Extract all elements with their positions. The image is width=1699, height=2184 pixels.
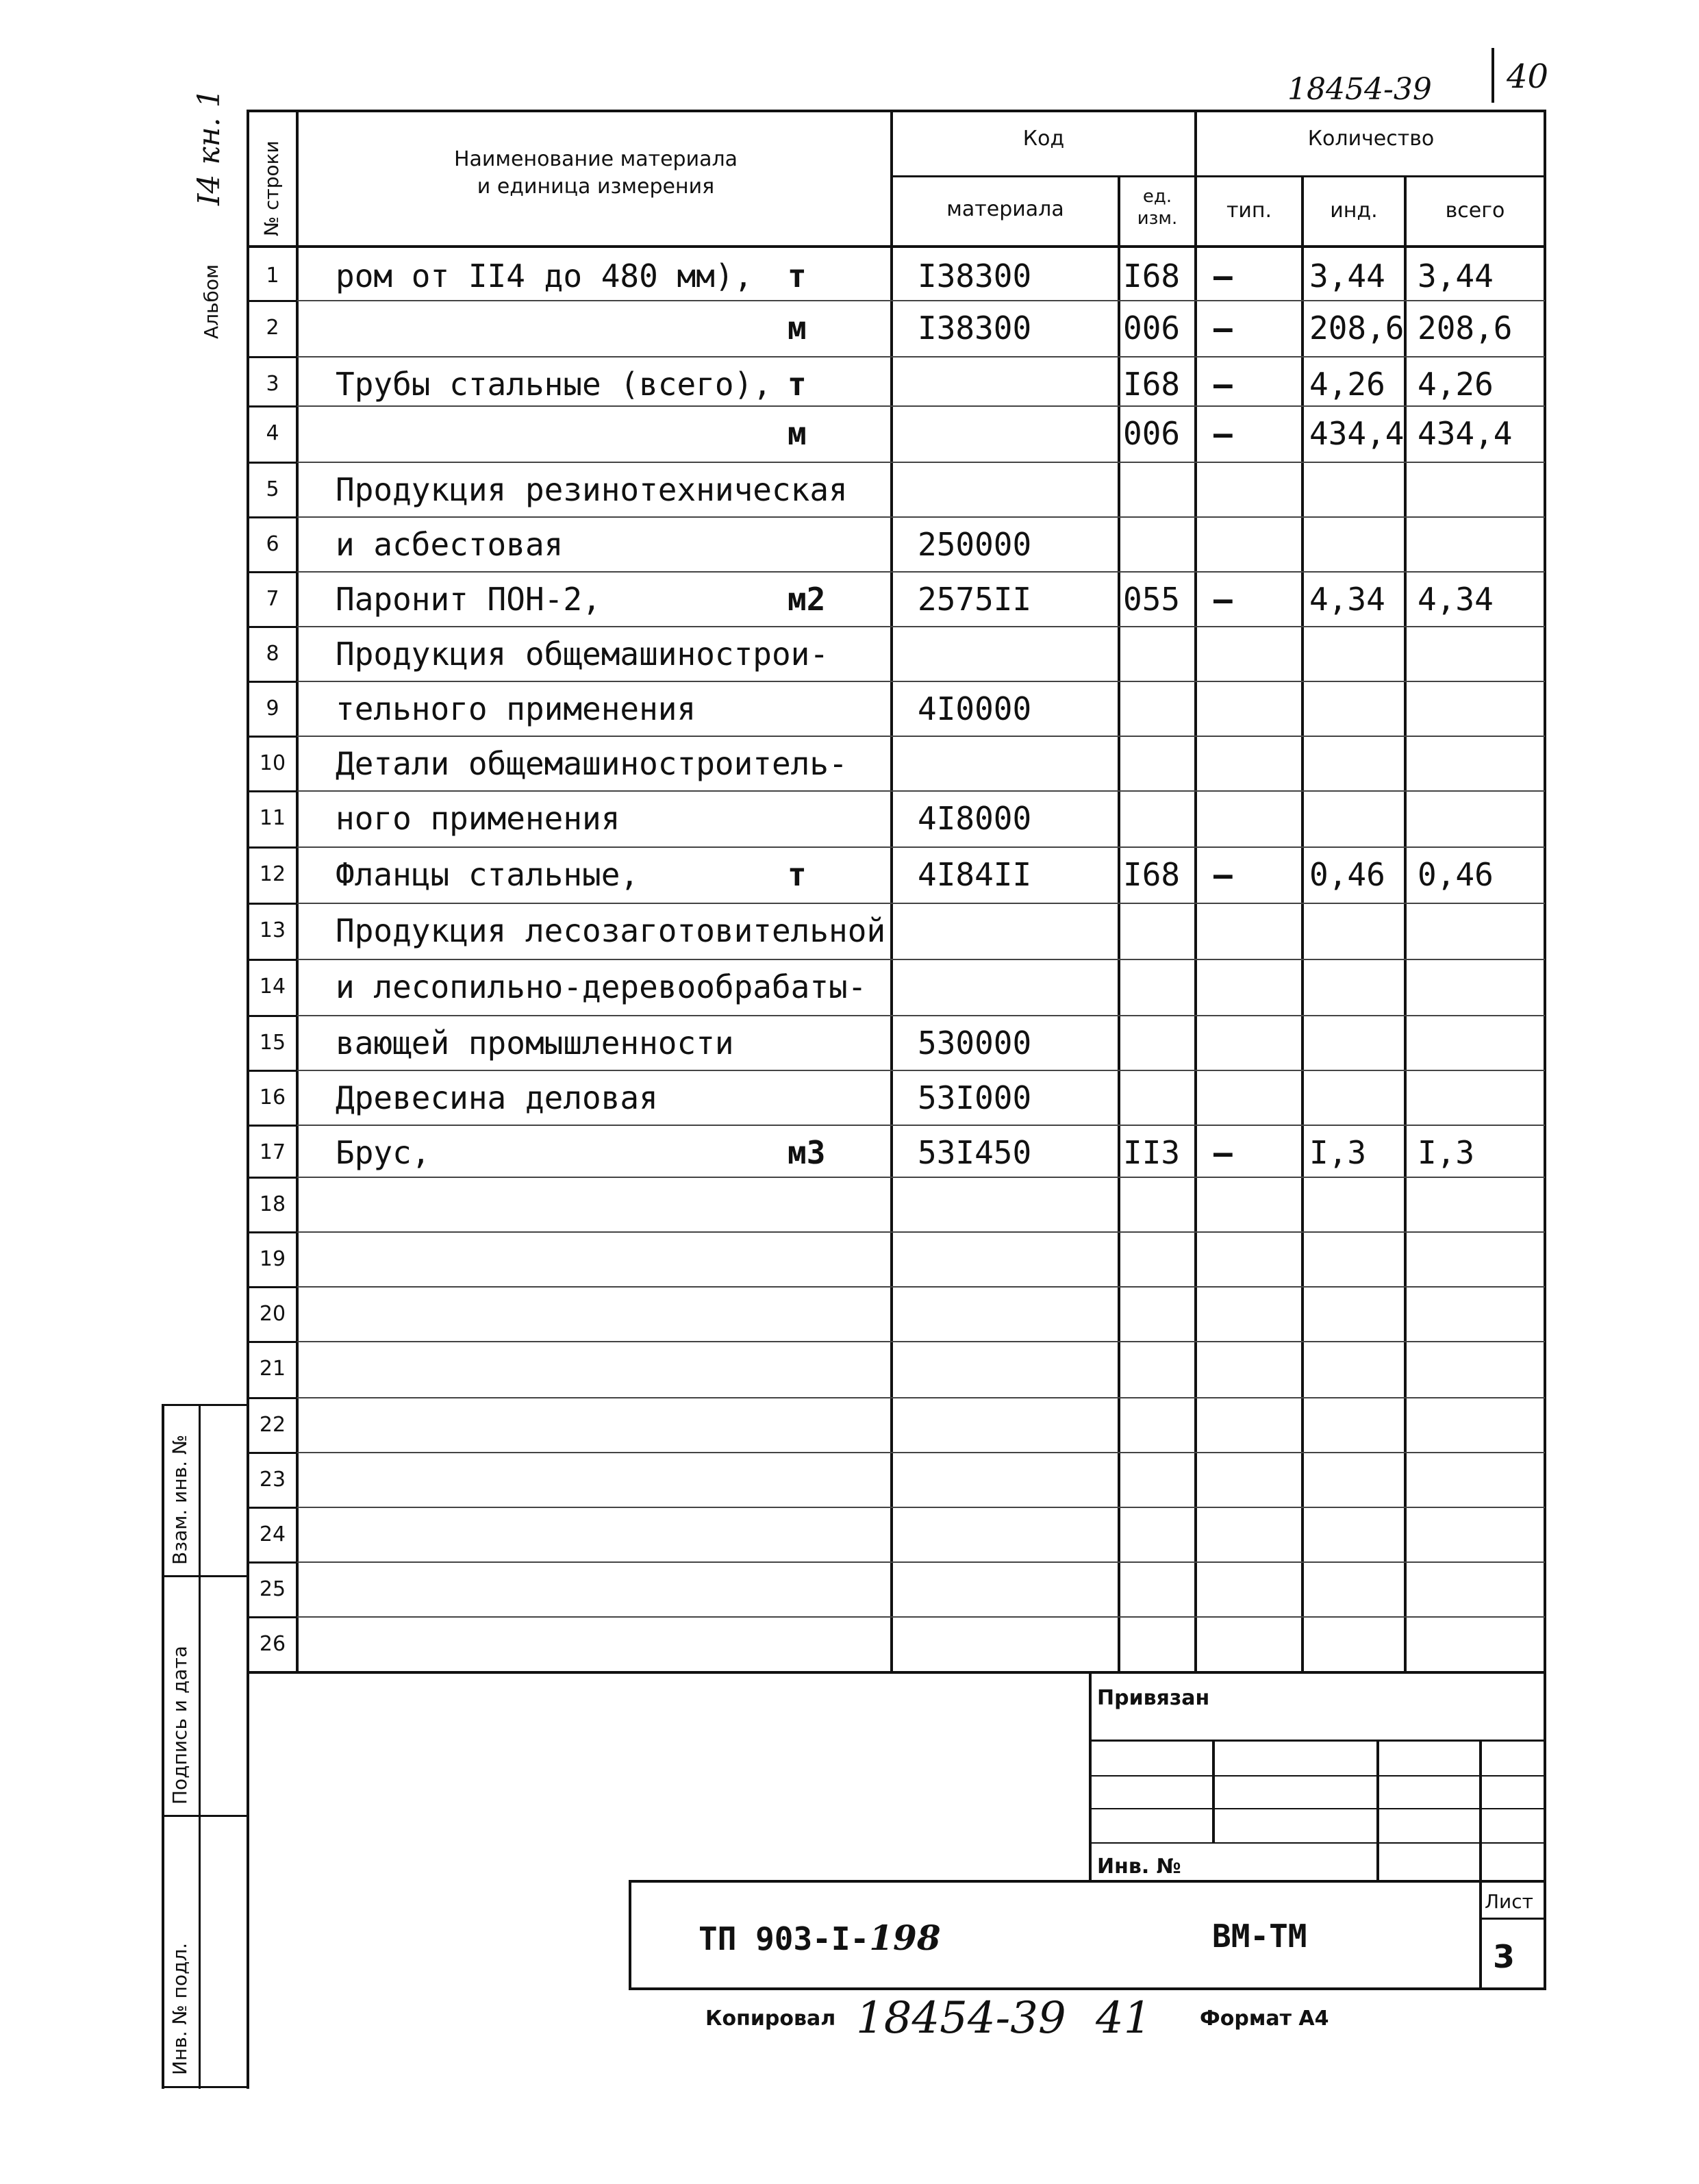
row-unit: т	[788, 366, 807, 403]
titleblock-sheet-divider	[1479, 1880, 1482, 1990]
row-number: 2	[266, 316, 279, 340]
album-value: I4 кн. 1	[192, 88, 227, 205]
row-separator	[296, 903, 1545, 904]
row-qty-total: 4,34	[1418, 581, 1494, 618]
row-number: 18	[259, 1192, 286, 1216]
row-separator-number	[249, 1015, 297, 1017]
row-number: 5	[266, 477, 279, 501]
side-stamp-inner-divider	[199, 1404, 201, 2089]
row-code: 2575II	[918, 581, 1032, 618]
titleblock-doc-code	[699, 1918, 941, 1958]
table-row	[247, 1231, 1545, 1286]
row-separator	[296, 1507, 1545, 1508]
row-name: Паронит ПОН-2,	[336, 581, 601, 618]
side-inv-podl: Инв. № подл.	[168, 1942, 191, 2075]
row-separator	[296, 1125, 1545, 1126]
row-separator-number	[249, 1070, 297, 1072]
col-name-header-line1: Наименование материала	[453, 147, 738, 171]
row-separator-number	[249, 1452, 297, 1454]
row-unit-code: I68	[1123, 366, 1181, 403]
titleblock-line-c	[1089, 1808, 1546, 1809]
row-code: 53I450	[918, 1134, 1032, 1171]
row-name: и лесопильно-деревообрабаты-	[336, 968, 867, 1005]
header-sub-line	[890, 175, 1545, 177]
table-row	[247, 1177, 1545, 1231]
table-row	[247, 1561, 1545, 1616]
row-name: и асбестовая	[336, 526, 564, 563]
row-name: Брус,	[336, 1134, 431, 1171]
footer-format-label: Формат А4	[1200, 2007, 1329, 2031]
titleblock-privyazan: Привязан	[1097, 1686, 1210, 1710]
titleblock-line-b	[1089, 1775, 1546, 1777]
table-top-border	[247, 110, 1546, 112]
row-number: 13	[259, 918, 286, 942]
col-row-no-header: № строки	[260, 140, 283, 236]
titleblock-sheet-value: 3	[1493, 1938, 1515, 1975]
side-stamp-line2	[162, 1815, 249, 1817]
row-number: 16	[259, 1085, 286, 1109]
col-code-unit-header-line1: ед.	[1142, 186, 1172, 207]
table-row	[247, 1397, 1545, 1452]
row-number: 20	[259, 1302, 286, 1326]
row-name: Продукция лесозаготовительной	[336, 912, 886, 949]
row-separator-number	[249, 462, 297, 464]
row-separator	[296, 1070, 1545, 1071]
row-separator-number	[249, 846, 297, 849]
row-number: 1	[266, 264, 279, 288]
row-qty-typ: –	[1213, 1134, 1233, 1171]
row-qty-ind: 3,44	[1309, 258, 1385, 294]
row-separator-number	[249, 300, 297, 302]
row-qty-ind: 208,6	[1309, 310, 1405, 347]
row-separator	[296, 1452, 1545, 1453]
row-unit-code: I68	[1123, 856, 1181, 893]
footer-copied-extra: 41	[1096, 1993, 1152, 2044]
titleblock-line-d	[1089, 1842, 1546, 1844]
row-separator-number	[249, 1125, 297, 1127]
row-qty-total: 3,44	[1418, 258, 1494, 294]
row-separator-number	[249, 1286, 297, 1288]
row-separator-number	[249, 1616, 297, 1618]
col-code-header: Код	[1022, 127, 1065, 151]
row-qty-total: I,3	[1418, 1134, 1475, 1171]
row-separator-number	[249, 1177, 297, 1179]
page-number-top: 40	[1507, 58, 1549, 96]
titleblock-main-bottom	[629, 1987, 1546, 1990]
table-row	[247, 1286, 1545, 1341]
row-number: 25	[259, 1577, 286, 1601]
table-row	[247, 1341, 1545, 1396]
row-number: 24	[259, 1522, 286, 1546]
row-number: 23	[259, 1468, 286, 1492]
row-separator	[296, 356, 1545, 357]
row-unit: т	[788, 258, 807, 294]
row-number: 14	[259, 975, 286, 999]
row-qty-typ: –	[1213, 310, 1233, 347]
row-separator-number	[249, 736, 297, 738]
row-unit-code: I68	[1123, 258, 1181, 294]
side-stamp-bottom	[162, 2086, 249, 2088]
side-stamp-top	[162, 1404, 249, 1406]
row-qty-total: 208,6	[1418, 310, 1513, 347]
row-name: ром от II4 до 480 мм),	[336, 258, 753, 294]
row-separator	[296, 959, 1545, 960]
row-name: ного применения	[336, 800, 620, 837]
row-qty-ind: 4,26	[1309, 366, 1385, 403]
titleblock-col-1	[1212, 1740, 1215, 1842]
side-sign-date: Подпись и дата	[168, 1646, 191, 1805]
row-separator-number	[249, 405, 297, 407]
row-separator	[296, 462, 1545, 463]
titleblock-col-3	[1479, 1740, 1482, 1880]
row-number: 6	[266, 532, 279, 556]
row-name: Продукция резинотехническая	[336, 471, 848, 508]
row-separator	[296, 1561, 1545, 1563]
col-qty-ind-header: инд.	[1330, 199, 1378, 223]
row-unit-code: 006	[1123, 415, 1181, 452]
row-number: 11	[259, 806, 286, 830]
row-separator	[296, 405, 1545, 407]
row-code: 4I0000	[918, 690, 1032, 727]
row-name: Фланцы стальные,	[336, 856, 640, 893]
row-separator-number	[249, 790, 297, 792]
col-code-unit-header-line2: изм.	[1137, 208, 1178, 229]
row-separator	[296, 1341, 1545, 1342]
row-unit: м3	[788, 1134, 826, 1171]
row-name: Детали общемашиностроитель-	[336, 745, 848, 782]
row-separator-number	[249, 1341, 297, 1343]
page-number-divider	[1492, 48, 1494, 103]
row-qty-total: 0,46	[1418, 856, 1494, 893]
row-separator	[296, 1231, 1545, 1233]
side-stamp-line1	[162, 1575, 249, 1577]
row-separator	[296, 1616, 1545, 1618]
row-number: 22	[259, 1413, 286, 1437]
row-name: вающей промышленности	[336, 1025, 734, 1062]
row-separator	[296, 1397, 1545, 1398]
row-name: Трубы стальные (всего),	[336, 366, 772, 403]
row-separator	[296, 516, 1545, 518]
row-number: 10	[259, 751, 286, 775]
titleblock-sheet-line	[1479, 1918, 1546, 1920]
footer-copied-value: 18454-39	[856, 1993, 1066, 2044]
row-qty-ind: 0,46	[1309, 856, 1385, 893]
titleblock-line-a	[1089, 1740, 1546, 1742]
row-separator	[296, 736, 1545, 737]
row-number: 4	[266, 421, 279, 445]
row-separator-number	[249, 1231, 297, 1233]
row-unit: м	[788, 310, 807, 347]
table-row	[247, 1507, 1545, 1561]
col-name-header-line2: и единица измерения	[477, 175, 715, 199]
row-number: 19	[259, 1247, 286, 1271]
row-number: 8	[266, 642, 279, 666]
row-separator-number	[249, 903, 297, 905]
row-number: 26	[259, 1632, 286, 1656]
titleblock-mark: ВМ-ТМ	[1212, 1918, 1307, 1955]
row-name: тельного применения	[336, 690, 696, 727]
row-separator-number	[249, 681, 297, 683]
row-number: 15	[259, 1031, 286, 1055]
row-separator-number	[249, 626, 297, 628]
row-name: Продукция общемашинострои-	[336, 636, 829, 673]
row-qty-typ: –	[1213, 581, 1233, 618]
row-code: 250000	[918, 526, 1032, 563]
row-code: 4I84II	[918, 856, 1032, 893]
row-separator-number	[249, 959, 297, 961]
row-number: 3	[266, 372, 279, 396]
row-qty-ind: 434,4	[1309, 415, 1405, 452]
titleblock-sheet-label: Лист	[1485, 1890, 1533, 1913]
row-qty-typ: –	[1213, 366, 1233, 403]
row-separator-number	[249, 1507, 297, 1509]
row-separator	[296, 571, 1545, 573]
row-code: 53I000	[918, 1079, 1032, 1116]
row-separator	[296, 1177, 1545, 1178]
titleblock-doc-code-printed: ТП 903-I-	[699, 1920, 870, 1957]
row-separator	[296, 790, 1545, 792]
row-separator	[296, 300, 1545, 301]
row-separator	[296, 626, 1545, 627]
row-unit: т	[788, 856, 807, 893]
titleblock-doc-code-hand: 198	[869, 1918, 941, 1958]
row-separator-number	[249, 1561, 297, 1564]
row-unit-code: 055	[1123, 581, 1181, 618]
col-qty-total-header: всего	[1445, 199, 1505, 223]
row-separator	[296, 846, 1545, 848]
row-name: Древесина деловая	[336, 1079, 658, 1116]
col-code-material-header: материала	[946, 197, 1064, 221]
titleblock-main-left	[629, 1880, 631, 1990]
row-separator	[296, 681, 1545, 682]
row-separator-number	[249, 356, 297, 358]
row-number: 17	[259, 1140, 286, 1164]
row-qty-total: 4,26	[1418, 366, 1494, 403]
titleblock-inv-no: Инв. №	[1097, 1855, 1181, 1879]
row-separator	[296, 1015, 1545, 1016]
side-vzam-inv: Взам. инв. №	[168, 1434, 191, 1565]
side-stamp-left-border	[162, 1404, 164, 2089]
row-qty-typ: –	[1213, 856, 1233, 893]
row-number: 12	[259, 862, 286, 886]
row-separator-number	[249, 1397, 297, 1399]
table-row	[247, 1452, 1545, 1507]
row-separator-number	[249, 516, 297, 518]
row-code: 4I8000	[918, 800, 1032, 837]
row-number: 7	[266, 587, 279, 611]
row-separator-number	[249, 571, 297, 573]
row-unit: м2	[788, 581, 826, 618]
titleblock-main-top	[629, 1880, 1546, 1883]
row-unit: м	[788, 415, 807, 452]
row-qty-typ: –	[1213, 258, 1233, 294]
row-unit-code: 006	[1123, 310, 1181, 347]
doc-number-top: 18454-39	[1287, 72, 1432, 107]
row-qty-total: 434,4	[1418, 415, 1513, 452]
col-qty-typ-header-visible: тип.	[1226, 199, 1272, 223]
row-number: 21	[259, 1357, 286, 1381]
titleblock-top	[1089, 1671, 1546, 1674]
footer-copied-label: Копировал	[705, 2007, 836, 2031]
album-label: Альбом	[200, 264, 223, 339]
row-code: I38300	[918, 310, 1032, 347]
row-code: 530000	[918, 1025, 1032, 1062]
table-row	[247, 1616, 1545, 1671]
row-qty-ind: 4,34	[1309, 581, 1385, 618]
col-qty-header: Количество	[1307, 127, 1435, 151]
row-code: I38300	[918, 258, 1032, 294]
row-qty-ind: I,3	[1309, 1134, 1367, 1171]
titleblock-col-2	[1376, 1740, 1379, 1880]
row-number: 9	[266, 696, 279, 720]
row-qty-typ: –	[1213, 415, 1233, 452]
row-unit-code: II3	[1123, 1134, 1181, 1171]
row-separator	[296, 1286, 1545, 1288]
